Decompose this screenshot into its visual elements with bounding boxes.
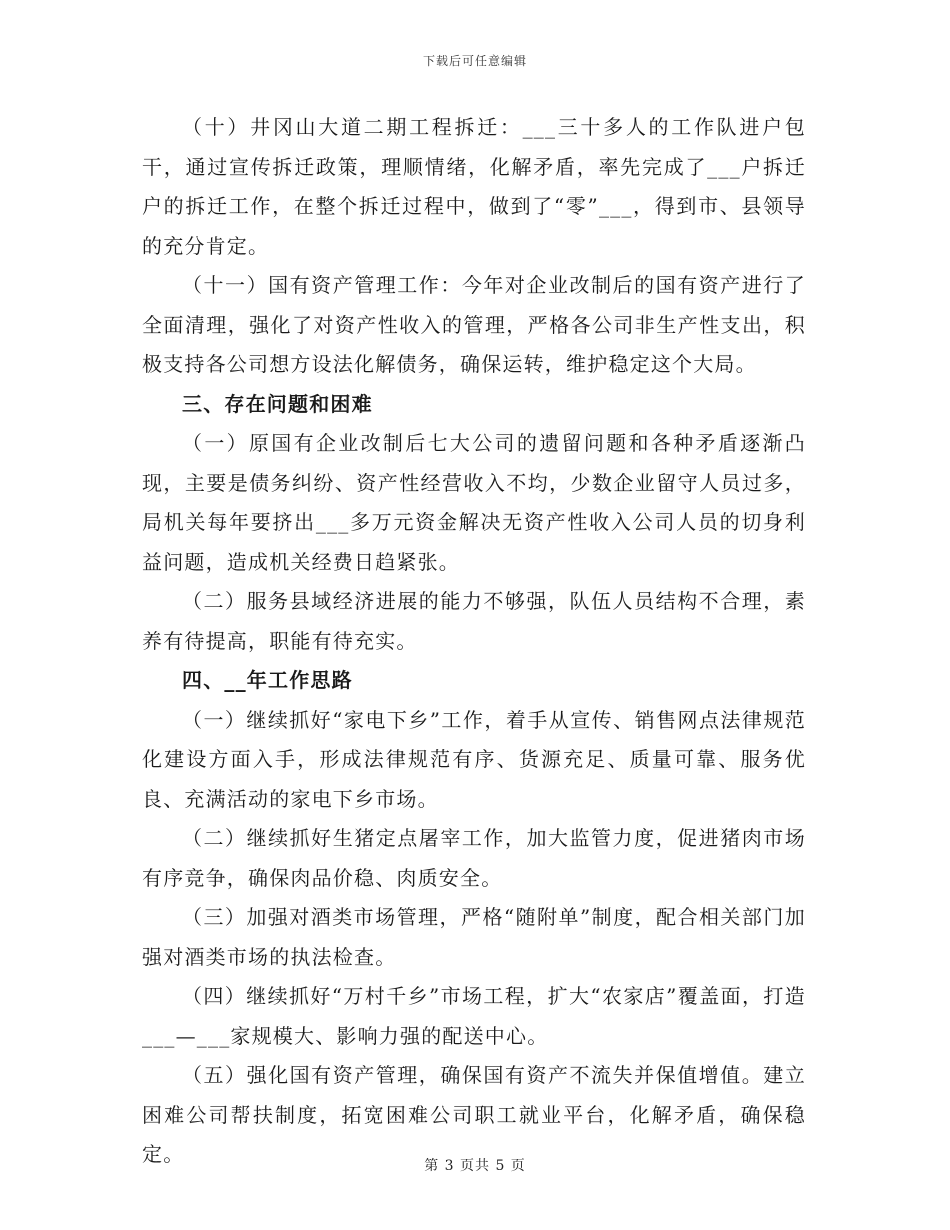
paragraph-problem-2: （二）服务县域经济进展的能力不够强，队伍人员结构不合理，素养有待提高，职能有待充实。 [142,589,806,653]
page-header: 下载后可任意编辑 [422,54,527,68]
paragraph-plan-2: （二）继续抓好生猪定点屠宰工作，加大监管力度，促进猪肉市场有序竞争，确保肉品价稳、肉质安全。 [142,826,806,890]
paragraph-plan-4: （四）继续抓好“万村千乡”市场工程，扩大“农家店”覆盖面，打造___—___家规模大、影响力强的配送中心。 [142,984,806,1048]
section-heading-problems: 三、存在问题和困难 [182,391,373,416]
section-heading-work-plan: 四、__年工作思路 [182,668,353,692]
document-body [142,108,806,1175]
paragraph-plan-5: （五）强化国有资产管理，确保国有资产不流失并保值增值。建立困难公司帮扶制度，拓宽困难公司职工就业平台，化解矛盾，确保稳定。 [142,1063,806,1166]
paragraph-plan-3: （三）加强对酒类市场管理，严格“随附单”制度，配合相关部门加强对酒类市场的执法检查。 [142,905,806,969]
paragraph-state-asset-management: （十一）国有资产管理工作：今年对企业改制后的国有资产进行了全面清理，强化了对资产性收入的管理，严格各公司非生产性支出，积极支持各公司想方设法化解债务，确保运转，维护稳定这个大局。 [142,273,806,376]
paragraph-jinggangshan-demolition: （十）井冈山大道二期工程拆迁：___三十多人的工作队进户包干，通过宣传拆迁政策，理顺情绪，化解矛盾，率先完成了___户拆迁户的拆迁工作，在整个拆迁过程中，做到了“零”___，得到市、县领导的充分肯定。 [142,115,806,258]
paragraph-plan-1: （一）继续抓好“家电下乡”工作，着手从宣传、销售网点法律规范化建设方面入手，形成法律规范有序、货源充足、质量可靠、服务优良、充满活动的家电下乡市场。 [142,707,806,811]
page-number: 第 3 页共 5 页 [424,1158,526,1174]
paragraph-problem-1: （一）原国有企业改制后七大公司的遗留问题和各种矛盾逐渐凸现，主要是债务纠纷、资产性经营收入不均，少数企业留守人员过多，局机关每年要挤出___多万元资金解决无资产性收入公司人员的切身利益问题，造成机关经费日趋紧张。 [142,431,806,574]
